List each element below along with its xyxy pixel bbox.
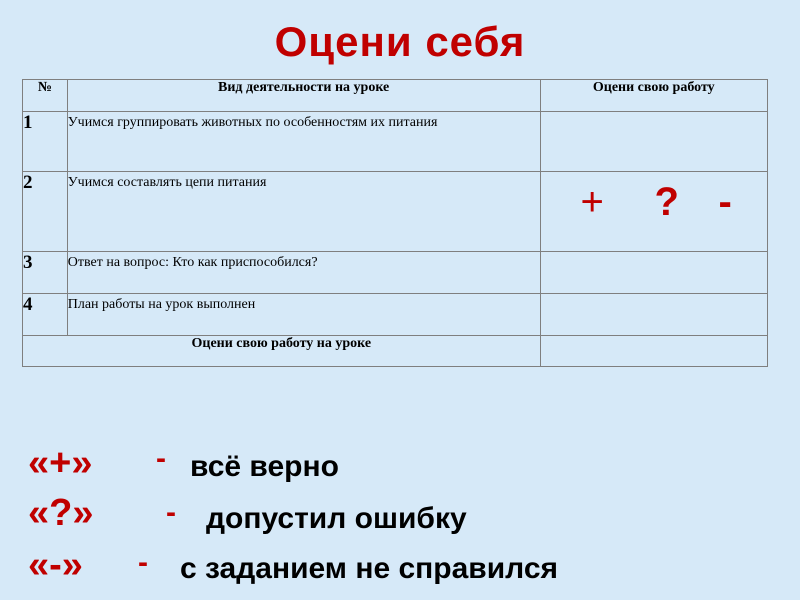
question-mark: ? [654,180,679,224]
table-row [23,112,768,172]
legend-text: всё верно [190,450,339,483]
header-activity: Вид деятельности на уроке [67,80,540,112]
assessment-cell[interactable] [540,252,767,294]
assessment-cell[interactable] [540,112,767,172]
row-activity: Ответ на вопрос: Кто как приспособился? [67,252,540,294]
header-assessment: Оцени свою работу [540,80,767,112]
table-header-row [23,80,768,112]
table-row [23,294,768,336]
minus-mark: - [718,180,732,224]
legend-symbol: «+» [28,442,93,484]
row-number: 2 [23,172,68,252]
plus-mark: + [580,180,604,224]
legend-symbol: «-» [28,544,83,586]
row-activity: План работы на урок выполнен [67,294,540,336]
legend-dash: - [166,496,176,529]
overall-assessment-cell[interactable] [540,336,767,367]
table-row [23,172,768,252]
table-footer-row [23,336,768,367]
header-number: № [23,80,68,112]
row-activity: Учимся группировать животных по особенностям их питания [67,112,540,172]
table-row [23,252,768,294]
self-assessment-table [22,79,768,367]
page-title: Оцени себя [274,18,526,65]
legend-dash: - [156,442,166,475]
legend-dash: - [138,546,148,579]
row-number: 4 [23,294,68,336]
assessment-cell[interactable] [540,294,767,336]
legend-text: с заданием не справился [180,552,559,585]
row-number: 1 [23,112,68,172]
legend-symbol: «?» [28,492,94,534]
footer-label: Оцени свою работу на уроке [23,336,541,367]
assessment-cell[interactable] [540,172,767,252]
legend-text: допустил ошибку [206,502,467,535]
row-activity: Учимся составлять цепи питания [67,172,540,252]
row-number: 3 [23,252,68,294]
